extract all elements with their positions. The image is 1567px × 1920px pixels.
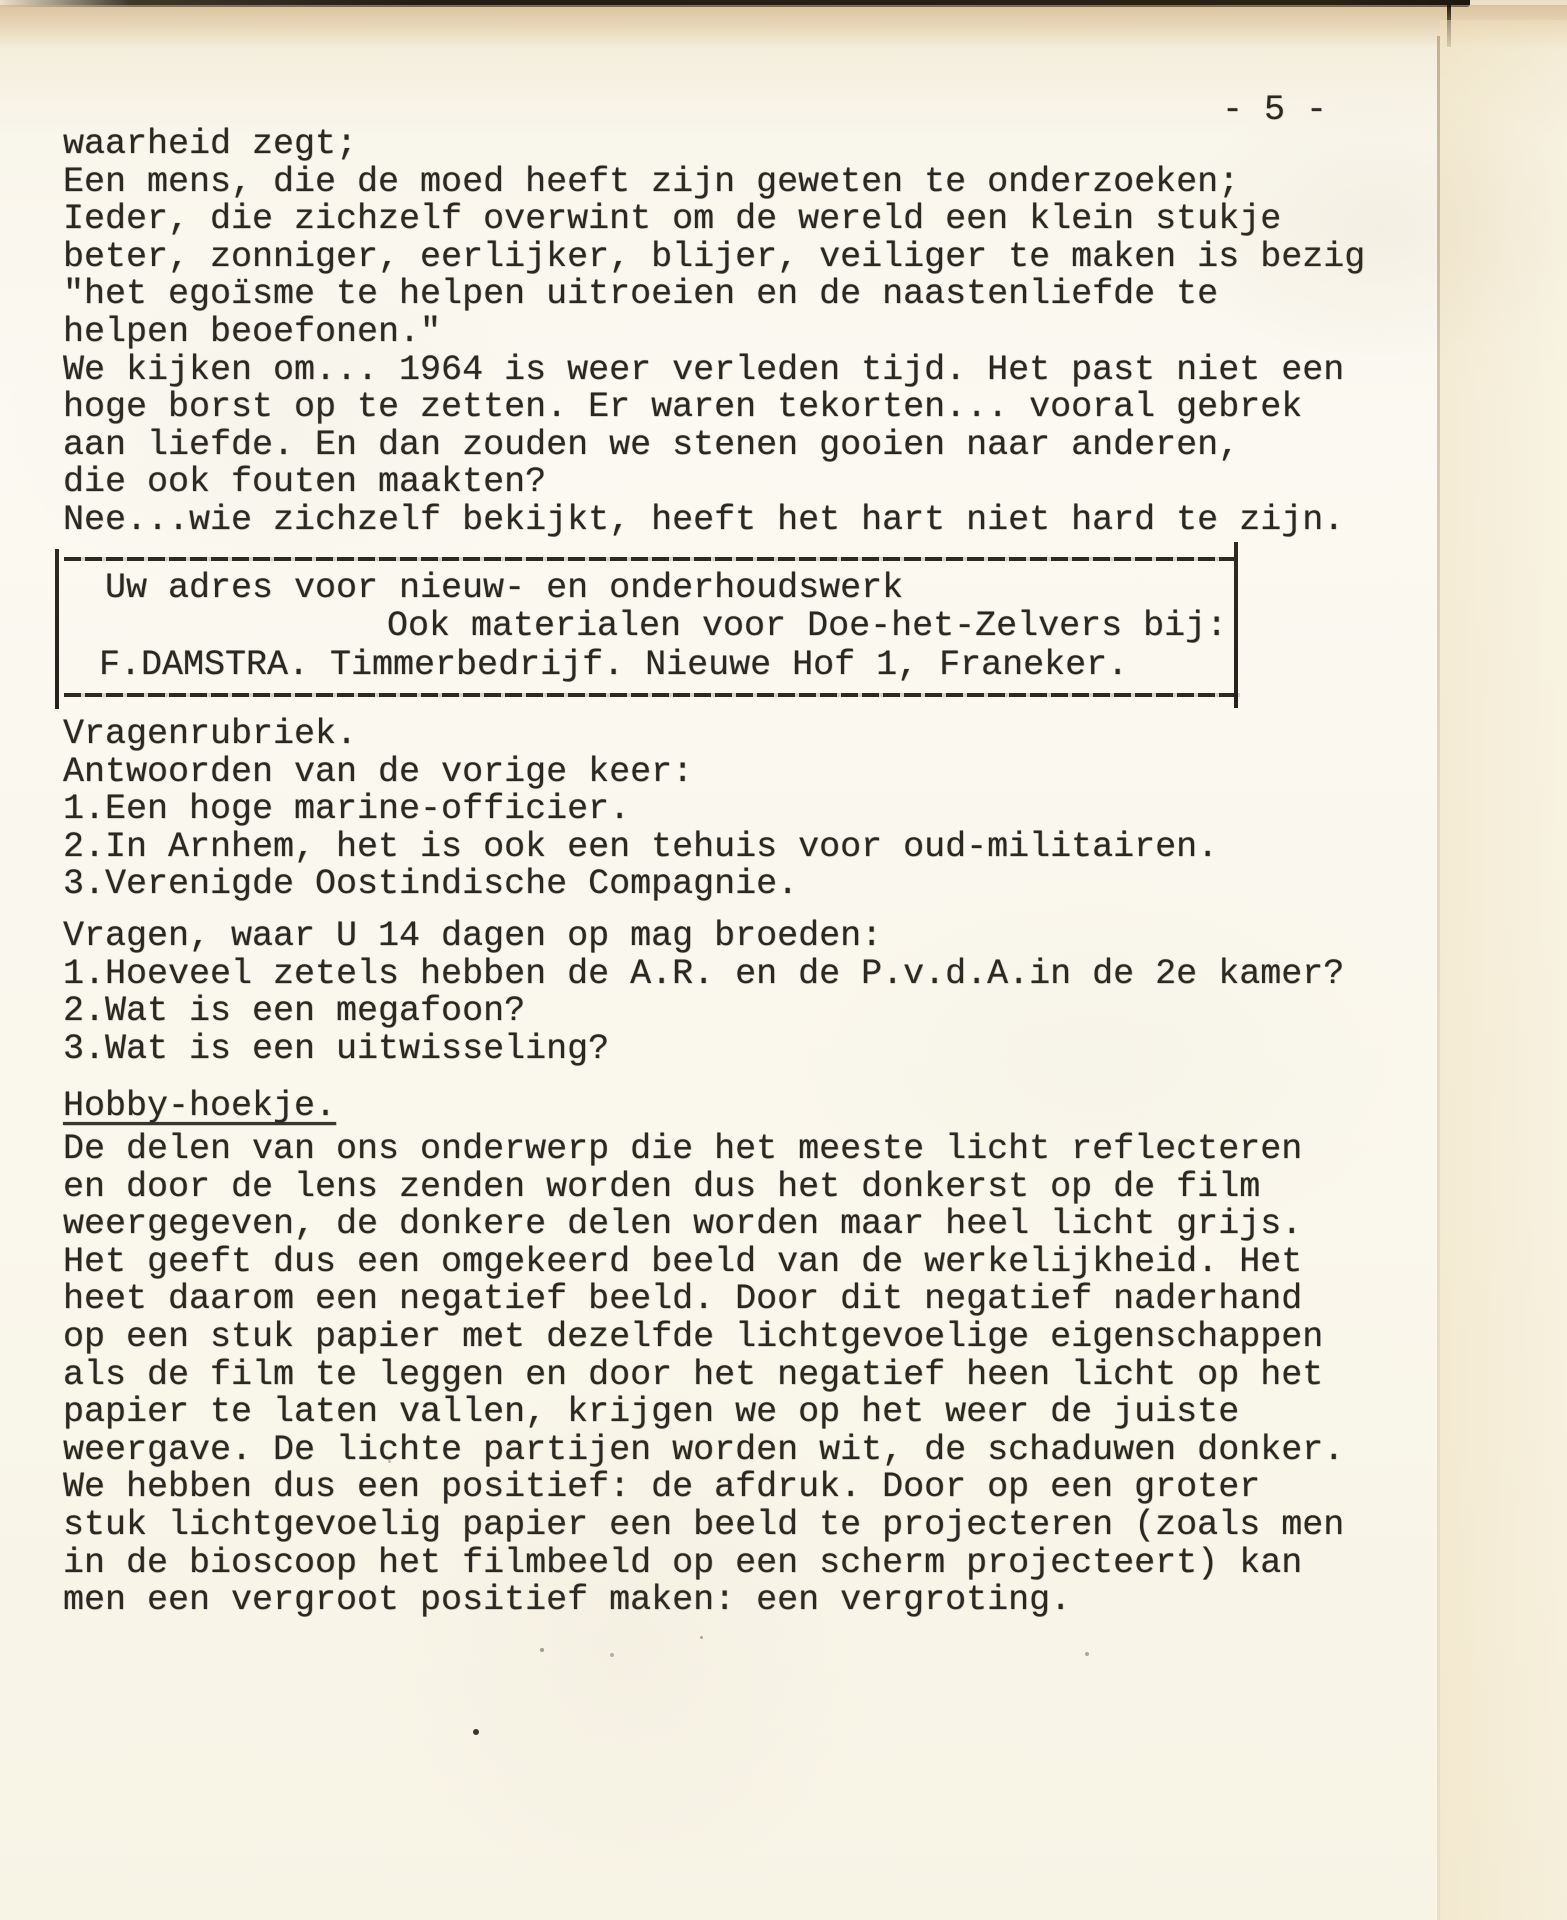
ad-box-border-bottom [64, 693, 1240, 697]
ad-text-line: Uw adres voor nieuw- en onderhoudswerk [105, 568, 904, 608]
ad-box-border-right [1234, 542, 1238, 708]
ad-box-border-left [55, 549, 59, 709]
text-line: heet daarom een negatief beeld. Door dit negatief naderhand [63, 1279, 1303, 1320]
questions-header: Vragen, waar U 14 dagen op mag broeden: [63, 916, 883, 956]
text-line: men een vergroot positief maken: een vergroting. [63, 1580, 1072, 1621]
text-line: als de film te leggen en door het negatief heen licht op het [63, 1354, 1324, 1395]
hobby-section-title [63, 1088, 336, 1126]
text-line: Ieder, die zichzelf overwint om de wereld een klein stukje [63, 199, 1282, 240]
text-line: papier te laten vallen, krijgen we op het weer de juiste [63, 1392, 1240, 1433]
scan-speck [473, 1729, 479, 1735]
scan-speck [1085, 1652, 1089, 1656]
scan-speck [700, 1636, 703, 1639]
ad-company-line: F.DAMSTRA. Timmerbedrijf. Nieuwe Hof 1, Franeker. [99, 645, 1129, 685]
scan-speck [540, 1648, 544, 1652]
answer-line: 1.Een hoge marine-officier. [63, 789, 631, 830]
text-line: waarheid zegt; [63, 124, 358, 164]
text-line: weergave. De lichte partijen worden wit, de schaduwen donker. [63, 1429, 1345, 1470]
scan-speck [388, 1460, 391, 1463]
text-line: Een mens, die de moed heeft zijn geweten te onderzoeken; [63, 161, 1240, 202]
text-line: "het egoïsme te helpen uitroeien en de naastenliefde te [63, 274, 1219, 315]
answers-header: Antwoorden van de vorige keer: [63, 751, 694, 792]
text-line: helpen beoefonen." [63, 311, 442, 352]
answer-line: 3.Verenigde Oostindische Compagnie. [63, 864, 799, 905]
text-line: in de bioscoop het filmbeeld op een scherm projecteert) kan [63, 1542, 1303, 1583]
scan-speck [610, 1653, 614, 1657]
intro-paragraph [63, 126, 1365, 540]
hobby-section [63, 1131, 1344, 1620]
page-number: - 5 - [1222, 90, 1328, 130]
question-line: 3.Wat is een uitwisseling? [63, 1028, 610, 1069]
answer-line: 2.In Arnhem, het is ook een tehuis voor oud-militairen. [63, 826, 1219, 867]
page-right-shade [1440, 20, 1567, 1920]
text-line: Het geeft dus een omgekeerd beeld van de werkelijkheid. Het [63, 1241, 1303, 1282]
text-line: hoge borst op te zetten. Er waren tekorten... vooral gebrek [63, 387, 1303, 428]
section-title: Hobby-hoekje. [63, 1086, 337, 1126]
text-line: en door de lens zenden worden dus het donkerst op de film [63, 1166, 1261, 1207]
ad-box-border-top [64, 557, 1236, 561]
scan-top-band [0, 5, 1567, 49]
advertisement-box [55, 552, 1240, 702]
text-line: beter, zonniger, eerlijker, blijer, veiliger te maken is bezig [63, 236, 1366, 277]
question-line: 2.Wat is een megafoon? [63, 991, 526, 1032]
text-line: De delen van ons onderwerp die het meeste licht reflecteren [63, 1129, 1303, 1169]
text-line: Nee...wie zichzelf bekijkt, heeft het hart niet hard te zijn. [63, 499, 1345, 540]
text-line: We hebben dus een positief: de afdruk. Door op een groter [63, 1467, 1261, 1508]
ad-text-line: Ook materialen voor Doe-het-Zelvers bij: [387, 606, 1228, 646]
text-line: weergegeven, de donkere delen worden maar heel licht grijs. [63, 1204, 1303, 1245]
text-line: We kijken om... 1964 is weer verleden tijd. Het past niet een [63, 349, 1345, 390]
new-questions-section [63, 918, 1344, 1068]
text-line: die ook fouten maakten? [63, 462, 547, 503]
text-line: op een stuk papier met dezelfde lichtgevoelige eigenschappen [63, 1316, 1324, 1357]
question-line: 1.Hoeveel zetels hebben de A.R. en de P.v.d.A.in de 2e kamer? [63, 953, 1345, 994]
text-line: aan liefde. En dan zouden we stenen gooien naar anderen, [63, 424, 1240, 465]
questions-answers-section [63, 716, 1218, 904]
page-right-edge [1437, 36, 1440, 1920]
text-line: stuk lichtgevoelig papier een beeld te projecteren (zoals men [63, 1504, 1345, 1545]
section-title: Vragenrubriek. [63, 714, 358, 754]
